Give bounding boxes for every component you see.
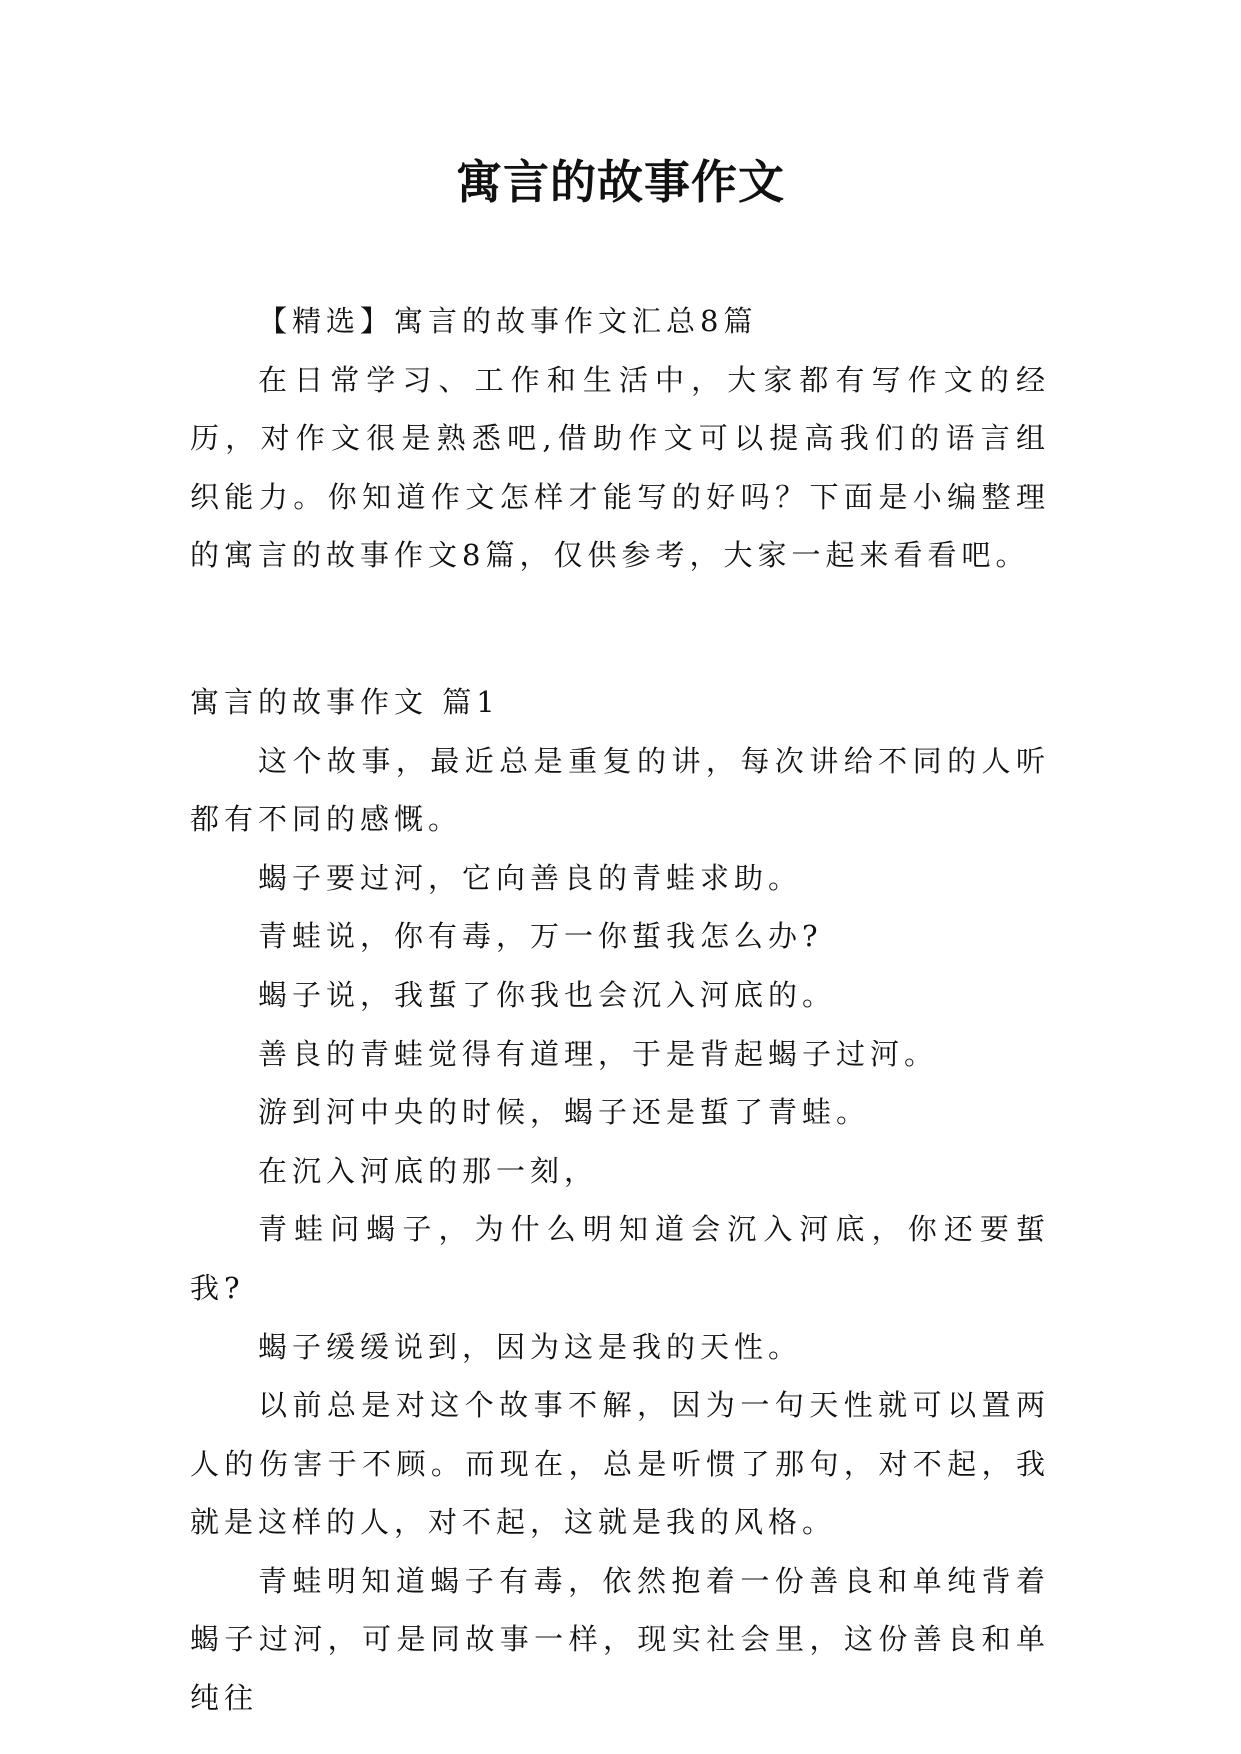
story-paragraph: 这个故事，最近总是重复的讲，每次讲给不同的人听都有不同的感慨。 [190, 743, 1050, 837]
intro-line: 【精选】寓言的故事作文汇总8篇 [258, 304, 758, 338]
document-title: 寓言的故事作文 [456, 155, 785, 209]
story-paragraph: 青蛙明知道蝎子有毒，依然抱着一份善良和单纯背着蝎子过河，可是同故事一样，现实社会里，这份善良和单纯往 [190, 1563, 1050, 1716]
section-spacer [190, 585, 1050, 673]
story-paragraph: 青蛙问蝎子，为什么明知道会沉入河底，你还要蜇我? [190, 1212, 1050, 1305]
document-body [190, 292, 1050, 1728]
story-paragraph: 在沉入河底的那一刻， [258, 1153, 599, 1188]
story-paragraph: 蝎子要过河，它向善良的青蛙求助。 [258, 860, 803, 895]
story-paragraph: 游到河中央的时候，蝎子还是蜇了青蛙。 [258, 1095, 871, 1130]
story-paragraph: 善良的青蛙觉得有道理，于是背起蝎子过河。 [258, 1036, 939, 1071]
story-paragraph: 以前总是对这个故事不解，因为一句天性就可以置两人的伤害于不顾。而现在，总是听惯了那句，对不起，我就是这样的人，对不起，这就是我的风格。 [190, 1388, 1050, 1540]
section-heading: 寓言的故事作文 篇1 [190, 684, 500, 719]
intro-paragraph: 在日常学习、工作和生活中，大家都有写作文的经历，对作文很是熟悉吧,借助作文可以提高我们的语言组织能力。你知道作文怎样才能写的好吗？下面是小编整理的寓言的故事作文8篇，仅供参考，大家一起来看看吧。 [190, 362, 1050, 573]
story-paragraph: 蝎子缓缓说到，因为这是我的天性。 [258, 1329, 803, 1364]
story-paragraph: 蝎子说，我蜇了你我也会沉入河底的。 [258, 977, 837, 1012]
story-paragraph: 青蛙说，你有毒，万一你蜇我怎么办? [258, 919, 823, 954]
